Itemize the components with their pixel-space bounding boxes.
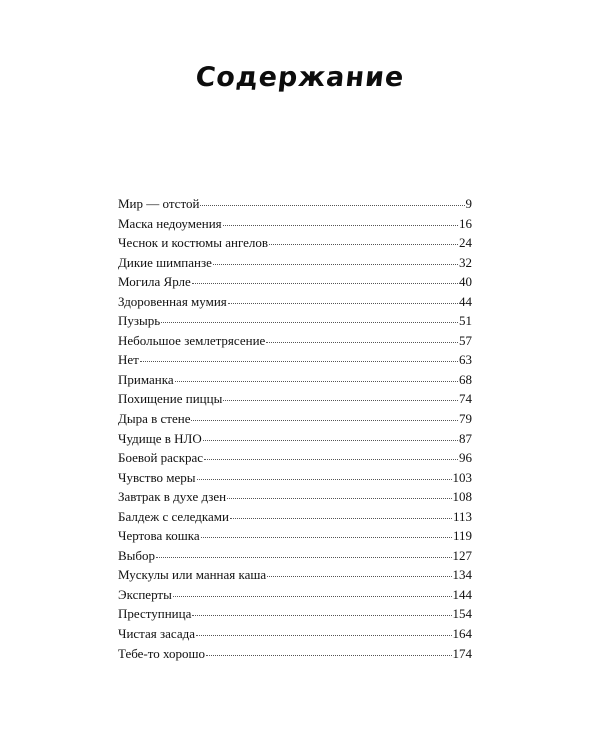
toc-entry	[118, 546, 472, 566]
toc-entry-title: Небольшое землетрясение	[118, 332, 266, 348]
toc-entry-title: Приманка	[118, 371, 174, 387]
toc-entry	[118, 272, 472, 292]
toc-entry	[118, 526, 472, 546]
toc-dot-leader	[203, 440, 458, 441]
toc-entry-page-number: 63	[459, 352, 472, 368]
toc-entry	[118, 507, 472, 527]
toc-entry-title: Боевой раскрас	[118, 450, 204, 466]
toc-entry-page-number: 24	[459, 235, 472, 251]
toc-dot-leader	[204, 459, 458, 460]
toc-entry	[118, 292, 472, 312]
toc-dot-leader	[192, 283, 458, 284]
toc-dot-leader	[206, 655, 451, 656]
toc-entry-page-number: 51	[459, 313, 472, 329]
toc-entry	[118, 370, 472, 390]
toc-entry-page-number: 127	[452, 547, 472, 563]
toc-dot-leader	[175, 381, 458, 382]
toc-entry-page-number: 32	[459, 254, 472, 270]
toc-entry-title: Дыра в стене	[118, 411, 191, 427]
toc-entry-title: Чувство меры	[118, 469, 196, 485]
toc-entry-title: Мир — отстой	[118, 196, 200, 211]
toc-dot-leader	[266, 342, 458, 343]
toc-entry-title: Пузырь	[118, 313, 161, 329]
toc-entry-title: Чертова кошка	[118, 528, 200, 544]
toc-dot-leader	[223, 400, 458, 401]
toc-entry-page-number: 57	[459, 332, 472, 348]
toc-entry-page-number: 144	[452, 586, 472, 602]
toc-entry-page-number: 134	[452, 567, 472, 583]
toc-dot-leader	[140, 361, 458, 362]
toc-entry	[118, 644, 472, 664]
toc-entry-title: Балдеж с селедками	[118, 508, 229, 524]
toc-entry-page-number: 44	[459, 293, 472, 309]
toc-dot-leader	[200, 205, 464, 206]
toc-entry	[118, 194, 472, 214]
toc-entry-page-number: 9	[465, 196, 472, 211]
toc-dot-leader	[228, 303, 458, 304]
toc-entry	[118, 565, 472, 585]
toc-entry-page-number: 119	[452, 528, 472, 544]
toc-entry	[118, 468, 472, 488]
toc-entry-page-number: 74	[459, 391, 472, 407]
toc-entry-title: Могила Ярле	[118, 274, 191, 290]
toc-entry-page-number: 79	[459, 411, 472, 427]
toc-dot-leader	[192, 615, 451, 616]
toc-entry-page-number: 108	[452, 489, 472, 505]
toc-dot-leader	[191, 420, 458, 421]
toc-entry-page-number: 68	[459, 371, 472, 387]
toc-entry-title: Чудище в НЛО	[118, 430, 202, 446]
toc-entry-page-number: 87	[459, 430, 472, 446]
toc-dot-leader	[161, 322, 458, 323]
toc-entry	[118, 350, 472, 370]
toc-entry-page-number: 16	[459, 215, 472, 231]
toc-dot-leader	[173, 596, 452, 597]
toc-entry	[118, 487, 472, 507]
toc-entry	[118, 389, 472, 409]
toc-dot-leader	[269, 244, 458, 245]
toc-entry-title: Выбор	[118, 547, 156, 563]
toc-entry-page-number: 174	[452, 645, 472, 661]
toc-entry-title: Чистая засада	[118, 626, 196, 642]
toc-entry	[118, 311, 472, 331]
toc-entry-title: Завтрак в духе дзен	[118, 489, 227, 505]
toc-entry-page-number: 103	[452, 469, 472, 485]
toc-dot-leader	[196, 635, 451, 636]
toc-entry	[118, 429, 472, 449]
toc-dot-leader	[156, 557, 451, 558]
toc-dot-leader	[197, 479, 452, 480]
toc-entry-page-number: 164	[452, 626, 472, 642]
toc-dot-leader	[230, 518, 452, 519]
toc-dot-leader	[267, 576, 451, 577]
toc-entry	[118, 448, 472, 468]
toc-entry-title: Здоровенная мумия	[118, 293, 227, 309]
page-title: Содержание	[193, 62, 407, 93]
toc-dot-leader	[227, 498, 451, 499]
toc-entry	[118, 331, 472, 351]
toc-entry-page-number: 40	[459, 274, 472, 290]
toc-entry-title: Преступница	[118, 606, 192, 622]
toc-entry-title: Эксперты	[118, 586, 172, 602]
toc-entry	[118, 624, 472, 644]
toc-entry-title: Маска недоумения	[118, 215, 222, 231]
toc-entry-page-number: 96	[459, 450, 472, 466]
toc-entry	[118, 585, 472, 605]
toc-entry-title: Похищение пиццы	[118, 391, 223, 407]
toc-entry-title: Мускулы или манная каша	[118, 567, 267, 583]
toc-entry	[118, 604, 472, 624]
toc-entry	[118, 233, 472, 253]
toc-entry-title: Нет	[118, 352, 139, 368]
toc-dot-leader	[201, 537, 452, 538]
toc-entry-title: Дикие шимпанзе	[118, 254, 212, 270]
table-of-contents	[118, 194, 472, 663]
toc-entry	[118, 409, 472, 429]
toc-dot-leader	[213, 264, 458, 265]
toc-entry-title: Чеснок и костюмы ангелов	[118, 235, 269, 251]
toc-entry-page-number: 154	[452, 606, 472, 622]
toc-entry-title: Тебе-то хорошо	[118, 645, 206, 661]
toc-entry	[118, 214, 472, 234]
toc-entry-page-number: 113	[452, 508, 472, 524]
toc-entry	[118, 253, 472, 273]
toc-dot-leader	[223, 225, 458, 226]
